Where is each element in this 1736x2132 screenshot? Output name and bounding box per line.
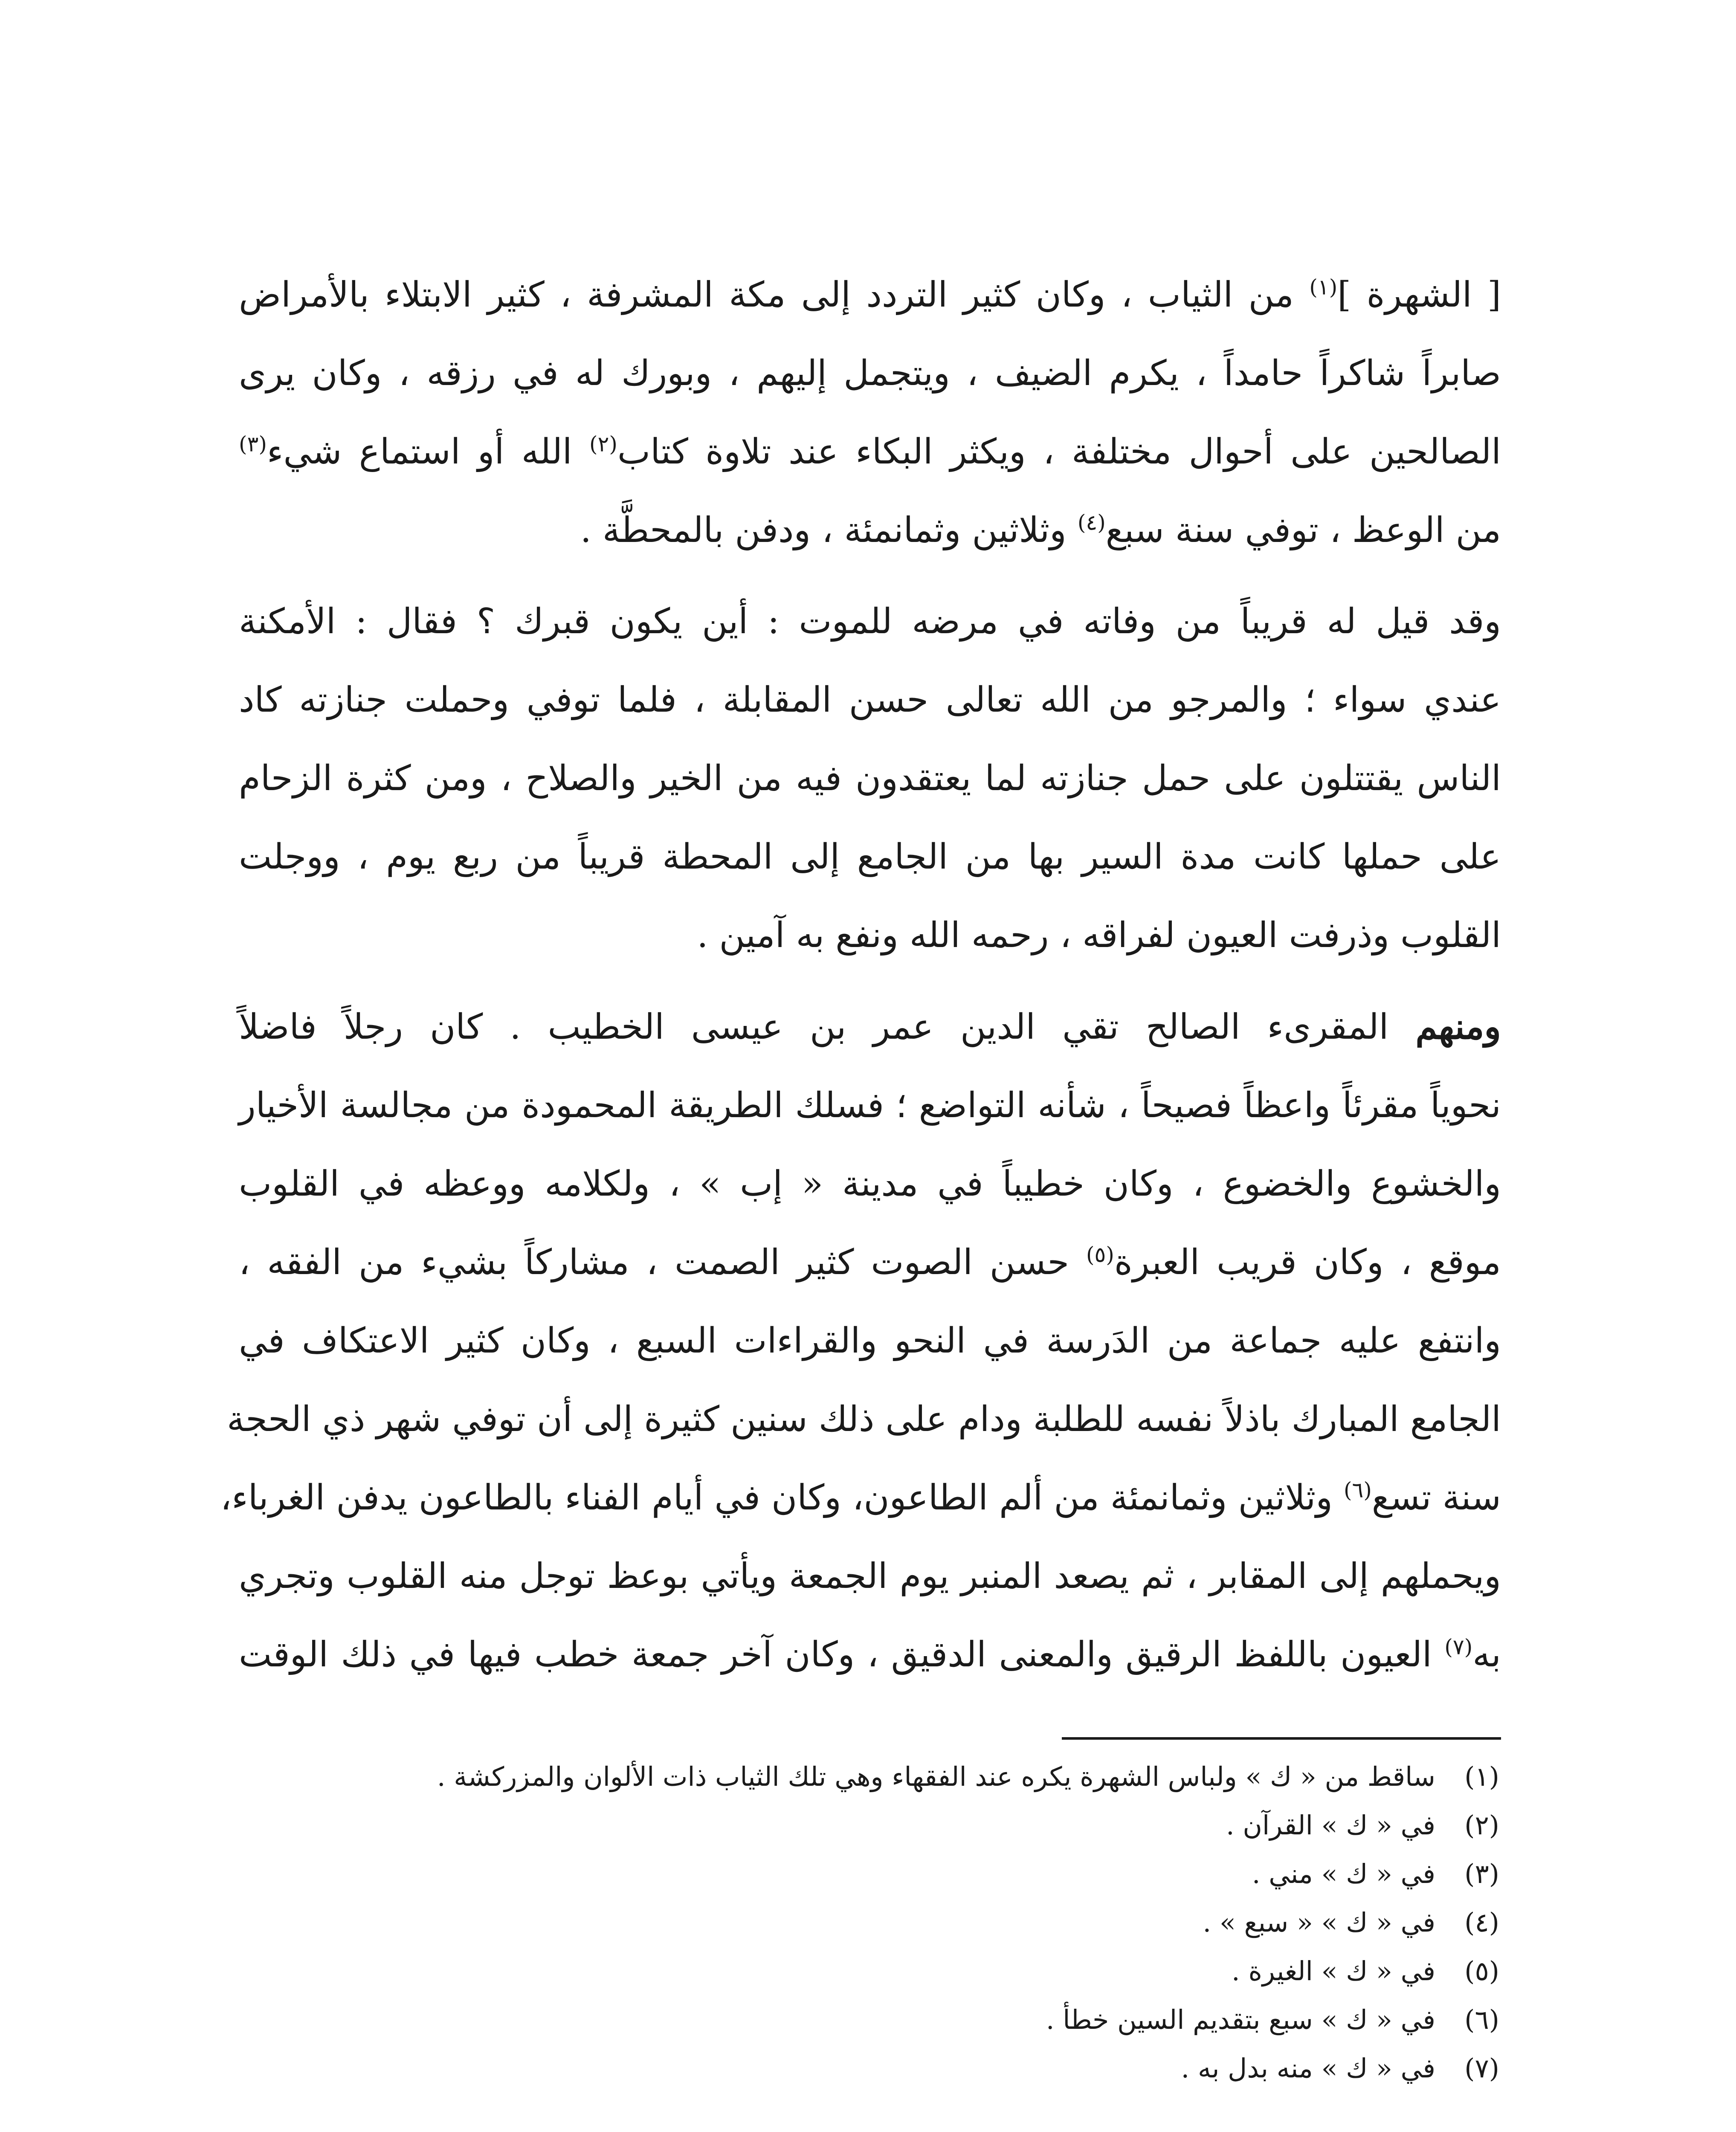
- text-line: الناس يقتتلون على حمل جنازته لما يعتقدون فيه من الخير والصلاح ، ومن كثرة الزحام: [239, 758, 1501, 799]
- text-line: والخشوع والخضوع ، وكان خطيباً في مدينة « إب » ، ولكلامه ووعظه في القلوب: [239, 1164, 1501, 1204]
- text-line: من الوعظ ، توفي سنة سبع$^{(٤)}$ وثلاثين وثمانمئة ، ودفن بالمحطَّة .: [580, 510, 1501, 550]
- text-line: به$^{(٧)}$ العيون باللفظ الرقيق والمعنى الدقيق ، وكان آخر جمعة خطب فيها في ذلك الوقت: [239, 1634, 1501, 1675]
- paragraph-3: [220, 988, 1501, 1694]
- footnote-number: (٣): [1464, 1858, 1499, 1889]
- footnote-item: [237, 1850, 1499, 1898]
- footnote-number: (٢): [1464, 1810, 1499, 1841]
- footnote-ref-4[interactable]: (٤): [1077, 510, 1106, 535]
- footnote-item: [237, 1898, 1499, 1947]
- footnote-ref-7[interactable]: (٧): [1444, 1634, 1473, 1660]
- text-line: [ الشهرة ]$^{(١)}$ من الثياب ، وكان كثير التردد إلى مكة المشرفة ، كثير الابتلاء بالأمراض: [239, 275, 1501, 315]
- text-line: نحوياً مقرئاً واعظاً فصيحاً ، شأنه التواضع ؛ فسلك الطريقة المحمودة من مجالسة الأخيار: [239, 1085, 1501, 1126]
- footnote-item: [237, 1996, 1499, 2044]
- footnotes-list: [237, 1753, 1499, 2093]
- text-line: وانتفع عليه جماعة من الدَرسة في النحو والقراءات السبع ، وكان كثير الاعتكاف في: [239, 1321, 1501, 1361]
- footnote-number: (٧): [1464, 2053, 1499, 2084]
- footnote-text: في « ك » الغيرة .: [1232, 1955, 1435, 1987]
- main-text: [220, 256, 1501, 1694]
- footnote-ref-6[interactable]: (٦): [1344, 1477, 1372, 1503]
- text-line: الجامع المبارك باذلاً نفسه للطلبة ودام على ذلك سنين كثيرة إلى أن توفي شهر ذي الحجة: [227, 1399, 1501, 1440]
- text-line: ويحملهم إلى المقابر ، ثم يصعد المنبر يوم الجمعة ويأتي بوعظ توجل منه القلوب وتجري: [239, 1556, 1501, 1596]
- footnote-number: (١): [1464, 1761, 1499, 1792]
- footnote-ref-1[interactable]: (١): [1309, 275, 1338, 300]
- footnote-text: في « ك » منه بدل به .: [1181, 2053, 1435, 2084]
- footnote-text: في « ك » « سبع » .: [1203, 1907, 1435, 1938]
- footnote-text: في « ك » مني .: [1252, 1858, 1435, 1889]
- text-line: سنة تسع$^{(٦)}$ وثلاثين وثمانمئة من ألم الطاعون، وكان في أيام الفناء بالطاعون يدفن الغرباء،: [220, 1477, 1501, 1518]
- footnote-item: [237, 1947, 1499, 1996]
- footnote-number: (٦): [1464, 2004, 1499, 2035]
- footnote-divider: [1062, 1737, 1501, 1740]
- text-line: ومنهم المقرىء الصالح تقي الدين عمر بن عيسى الخطيب . كان رجلاً فاضلاً: [239, 1006, 1501, 1047]
- footnote-item: [237, 2044, 1499, 2093]
- text-line: على حملها كانت مدة السير بها من الجامع إلى المحطة قريباً من ربع يوم ، ووجلت: [239, 837, 1501, 877]
- footnote-text: ساقط من « ك » ولباس الشهرة يكره عند الفقهاء وهي تلك الثياب ذات الألوان والمزركشة .: [437, 1761, 1435, 1792]
- text-line: القلوب وذرفت العيون لفراقه ، رحمه الله ونفع به آمين .: [697, 915, 1501, 956]
- text-line: عندي سواء ؛ والمرجو من الله تعالى حسن المقابلة ، فلما توفي وحملت جنازته كاد: [239, 680, 1501, 720]
- lead-word: ومنهم: [1415, 1006, 1501, 1047]
- paragraph-1: [239, 256, 1501, 570]
- footnote-ref-3[interactable]: (٣): [239, 432, 267, 457]
- text-line: صابراً شاكراً حامداً ، يكرم الضيف ، ويتجمل إليهم ، وبورك له في رزقه ، وكان يرى: [239, 353, 1501, 394]
- footnote-ref-2[interactable]: (٢): [589, 432, 617, 457]
- footnote-number: (٥): [1464, 1955, 1499, 1987]
- footnote-item: [237, 1801, 1499, 1850]
- footnote-number: (٤): [1464, 1907, 1499, 1938]
- text-line: موقع ، وكان قريب العبرة$^{(٥)}$ حسن الصوت كثير الصمت ، مشاركاً بشيء من الفقه ،: [239, 1242, 1501, 1283]
- footnote-ref-5[interactable]: (٥): [1086, 1242, 1114, 1267]
- text-line: وقد قيل له قريباً من وفاته في مرضه للموت : أين يكون قبرك ؟ فقال : الأمكنة: [239, 601, 1501, 642]
- footnote-item: [237, 1753, 1499, 1801]
- footnote-text: في « ك » سبع بتقديم السين خطأ .: [1046, 2004, 1435, 2035]
- paragraph-2: [239, 582, 1501, 975]
- text-line: الصالحين على أحوال مختلفة ، ويكثر البكاء عند تلاوة كتاب$^{(٢)}$ الله أو استماع شيء$^{(٣)}$: [239, 432, 1501, 472]
- footnote-text: في « ك » القرآن .: [1226, 1810, 1435, 1841]
